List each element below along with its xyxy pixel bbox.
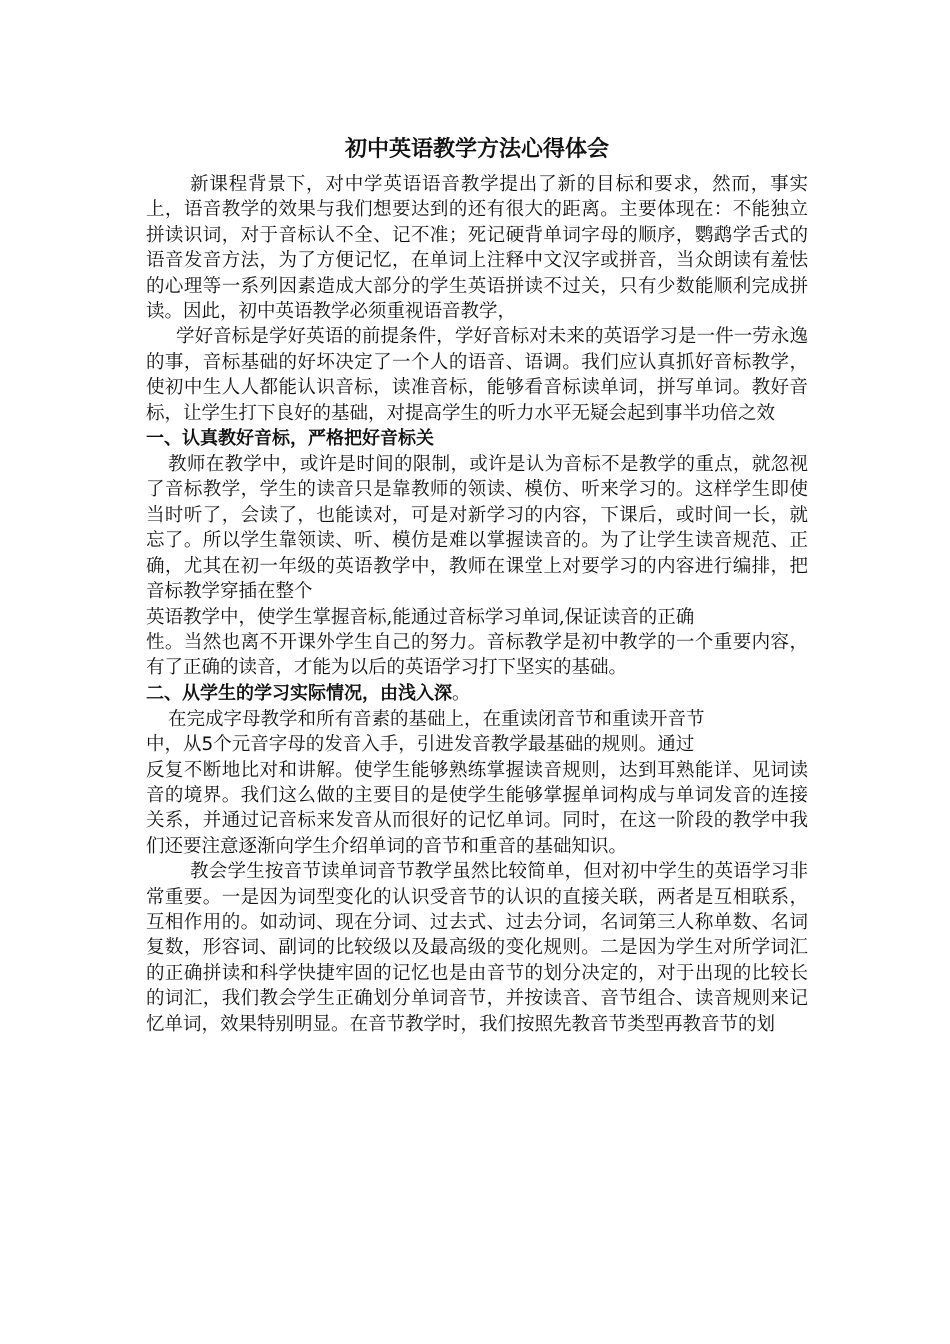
section-2-heading-bold: 从学生的学习实际情况，由浅入深 [182, 682, 452, 704]
section-1-heading: 一、认真教好音标，严格把好音标关 [146, 428, 434, 450]
section-1-paragraph-a: 教师在教学中，或许是时间的限制，或许是认为音标不是教学的重点，就忽视了音标教学，学生的读音只是靠教师的领读、模仿、听来学习的。这样学生即使当时听了，会读了，也能读对，可是对新学习的内容，下课后，或时间一长，就忘了。所以学生靠领读、听、模仿是难以掌握读音的。为了让学生读音规范、正确，尤其在初一年级的英语教学中，教师在课堂上对要学习的内容进行编排，把音标教学穿插在整个 [146, 454, 808, 603]
intro-paragraph-2: 学好音标是学好英语的前提条件，学好音标对未来的英语学习是一件一劳永逸的事，音标基础的好坏决定了一个人的语音、语调。我们应认真抓好音标教学，使初中生人人都能认识音标，读准音标，能够看音标读单词，拼写单词。教好音标，让学生打下良好的基础，对提高学生的听力水平无疑会起到事半功倍之效 [146, 326, 808, 424]
section-2-heading-prefix: 二、 [146, 682, 182, 704]
section-2-paragraph-a: 在完成字母教学和所有音素的基础上，在重读闭音节和重读开音节 [168, 708, 705, 730]
section-1-paragraph-c: 性。当然也离不开课外学生自己的努力。音标教学是初中教学的一个重要内容，有了正确的读音，才能为以后的英语学习打下坚实的基础。 [146, 631, 808, 679]
document-body [146, 132, 808, 1037]
section-2-paragraph-b-post: 个元音字母的发音入手，引进发音教学最基础的规则。通过 [213, 734, 695, 756]
section-2-paragraph-b-pre: 中，从 [146, 734, 202, 756]
section-2-heading-suffix: 。 [452, 682, 470, 704]
vowel-count-number: 5 [201, 734, 214, 756]
document-title: 初中英语教学方法心得体会 [344, 137, 609, 162]
section-1-paragraph-b: 英语教学中，使学生掌握音标,能通过音标学习单词,保证读音的正确 [146, 606, 695, 628]
section-2-heading [146, 681, 808, 707]
section-2-paragraph-b [146, 732, 808, 757]
section-2-paragraph-c: 反复不断地比对和讲解。使学生能够熟练掌握读音规则，达到耳熟能详、见词读音的境界。我们这么做的主要目的是使学生能够掌握单词构成与单词发音的连接关系，并通过记音标来发音从而很好的记忆单词。同时，在这一阶段的教学中我们还要注意逐渐向学生介绍单词的音节和重音的基础知识。 [146, 759, 808, 857]
intro-paragraph-1: 新课程背景下，对中学英语语音教学提出了新的目标和要求，然而，事实上，语音教学的效果与我们想要达到的还有很大的距离。主要体现在：不能独立拼读识词，对于音标认不全、记不准；死记硬背单词字母的顺序，鹦鹉学舌式的语音发音方法，为了方便记忆，在单词上注释中文汉字或拼音，当众朗读有羞怯的心理等一系列因素造成大部分的学生英语拼读不过关，只有少数能顺利完成拼读。因此，初中英语教学必须重视语音教学， [146, 174, 808, 323]
section-2-paragraph-d: 教会学生按音节读单词音节教学虽然比较简单，但对初中学生的英语学习非常重要。一是因为词型变化的认识受音节的认识的直接关联，两者是互相联系，互相作用的。如动词、现在分词、过去式、过去分词，名词第三人称单数、名词复数，形容词、副词的比较级以及最高级的变化规则。二是因为学生对所学词汇的正确拼读和科学快捷牢固的记忆也是由音节的划分决定的，对于出现的比较长的词汇，我们教会学生正确划分单词音节，并按读音、音节组合、读音规则来记忆单词，效果特别明显。在音节教学时，我们按照先教音节类型再教音节的划 [146, 861, 808, 1035]
